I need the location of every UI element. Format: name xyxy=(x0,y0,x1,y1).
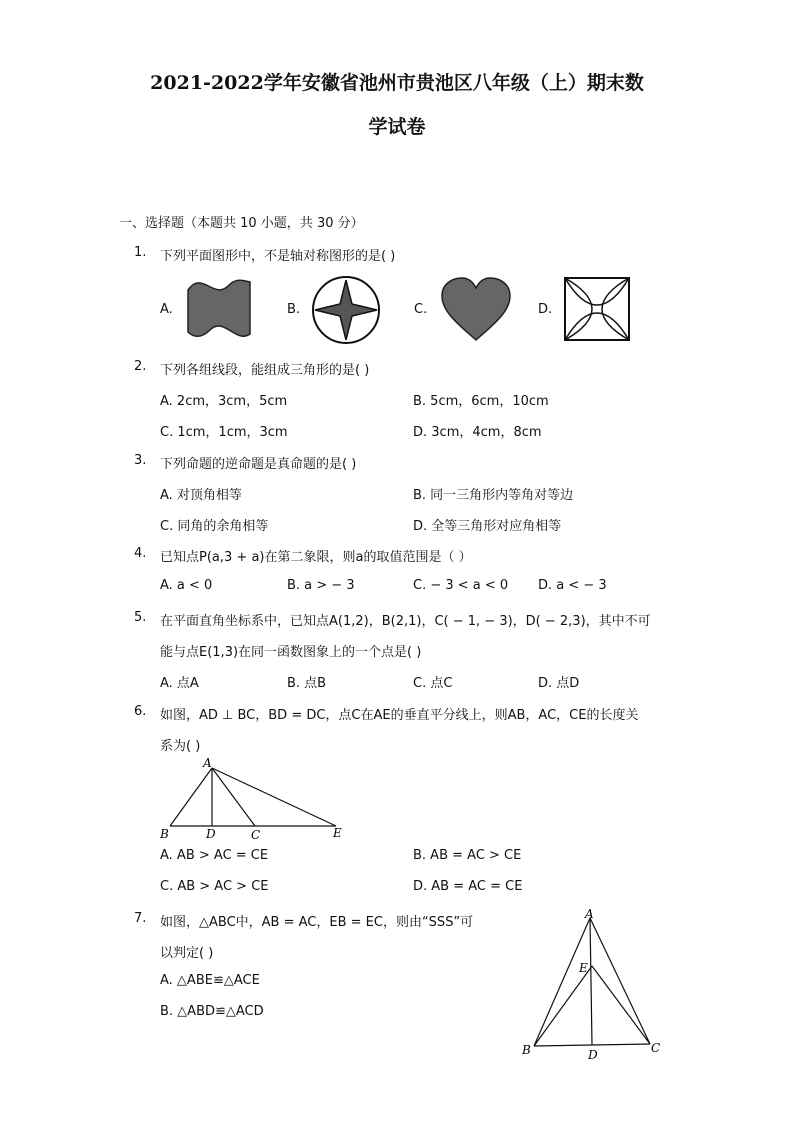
q6-stem-line2: 系为( ) xyxy=(160,739,201,754)
q4-stem: 已知点P(a,3 + a)在第二象限，则a的取值范围是（ ） xyxy=(160,550,472,565)
q5-number: 5. xyxy=(134,610,147,625)
q7-triangle-diagram xyxy=(518,904,668,1064)
q7-label-b: B xyxy=(522,1043,531,1057)
q6-label-b: B xyxy=(160,827,169,841)
q6-number: 6. xyxy=(134,704,147,719)
q7-option-b: B. △ABD≌△ACD xyxy=(160,1004,264,1019)
q3-stem: 下列命题的逆命题是真命题的是( ) xyxy=(160,457,357,472)
q2-number: 2. xyxy=(134,359,147,374)
q5-option-d: D. 点D xyxy=(538,676,580,691)
q6-stem-line1: 如图，AD ⊥ BC，BD = DC，点C在AE的垂直平分线上，则AB，AC，CE的长度关 xyxy=(160,708,639,723)
q6-label-c: C xyxy=(251,828,261,842)
q7-stem-line1: 如图，△ABC中，AB = AC，EB = EC，则由“SSS”可 xyxy=(160,915,474,930)
q4-option-b: B. a > − 3 xyxy=(287,578,355,593)
q7-number: 7. xyxy=(134,911,147,926)
q7-option-a: A. △ABE≌△ACE xyxy=(160,973,260,988)
q2-option-d: D. 3cm，4cm，8cm xyxy=(413,425,542,440)
heart-shape-figure xyxy=(440,278,512,342)
q7-label-d: D xyxy=(588,1048,598,1062)
q2-option-b: B. 5cm，6cm，10cm xyxy=(413,394,549,409)
q6-label-e: E xyxy=(333,826,342,840)
q4-option-c: C. − 3 < a < 0 xyxy=(413,578,509,593)
q3-option-b: B. 同一三角形内等角对等边 xyxy=(413,488,574,503)
q1-option-c-label: C. xyxy=(414,302,428,317)
q6-label-d: D xyxy=(206,827,216,841)
q4-option-d: D. a < − 3 xyxy=(538,578,607,593)
q1-option-a-label: A. xyxy=(160,302,173,317)
q3-option-c: C. 同角的余角相等 xyxy=(160,519,269,534)
star-in-circle-figure xyxy=(311,276,381,344)
page-title: 2021-2022学年安徽省池州市贵池区八年级（上）期末数 xyxy=(150,72,644,94)
q5-option-c: C. 点C xyxy=(413,676,453,691)
q7-label-c: C xyxy=(651,1041,661,1055)
section-heading: 一、选择题（本题共 10 小题，共 30 分） xyxy=(119,216,364,231)
q2-stem: 下列各组线段，能组成三角形的是( ) xyxy=(160,363,370,378)
q7-stem-line2: 以判定( ) xyxy=(160,946,214,961)
q7-label-e: E xyxy=(579,961,588,975)
page-title-line2: 学试卷 xyxy=(368,116,426,138)
q4-option-a: A. a < 0 xyxy=(160,578,213,593)
q3-option-a: A. 对顶角相等 xyxy=(160,488,242,503)
arcs-in-square-figure xyxy=(563,276,631,342)
q6-label-a: A xyxy=(203,756,212,770)
q1-option-b-label: B. xyxy=(287,302,301,317)
q1-number: 1. xyxy=(134,245,147,260)
q6-triangle-diagram xyxy=(160,756,360,842)
wave-shape-figure xyxy=(184,276,254,340)
q3-number: 3. xyxy=(134,453,147,468)
q3-option-d: D. 全等三角形对应角相等 xyxy=(413,519,562,534)
q7-label-a: A xyxy=(585,907,594,921)
q5-stem-line1: 在平面直角坐标系中，已知点A(1,2)，B(2,1)，C( − 1, − 3)，D( − 2,3)，其中不可 xyxy=(160,614,651,629)
q4-number: 4. xyxy=(134,546,147,561)
q6-option-a: A. AB > AC = CE xyxy=(160,848,269,863)
q6-option-c: C. AB > AC > CE xyxy=(160,879,269,894)
q1-stem: 下列平面图形中，不是轴对称图形的是( ) xyxy=(160,249,396,264)
q6-option-d: D. AB = AC = CE xyxy=(413,879,523,894)
q5-option-b: B. 点B xyxy=(287,676,327,691)
q5-stem-line2: 能与点E(1,3)在同一函数图象上的一个点是( ) xyxy=(160,645,422,660)
q5-option-a: A. 点A xyxy=(160,676,199,691)
q2-option-c: C. 1cm，1cm，3cm xyxy=(160,425,288,440)
q1-option-d-label: D. xyxy=(538,302,553,317)
q6-option-b: B. AB = AC > CE xyxy=(413,848,522,863)
q2-option-a: A. 2cm，3cm，5cm xyxy=(160,394,288,409)
